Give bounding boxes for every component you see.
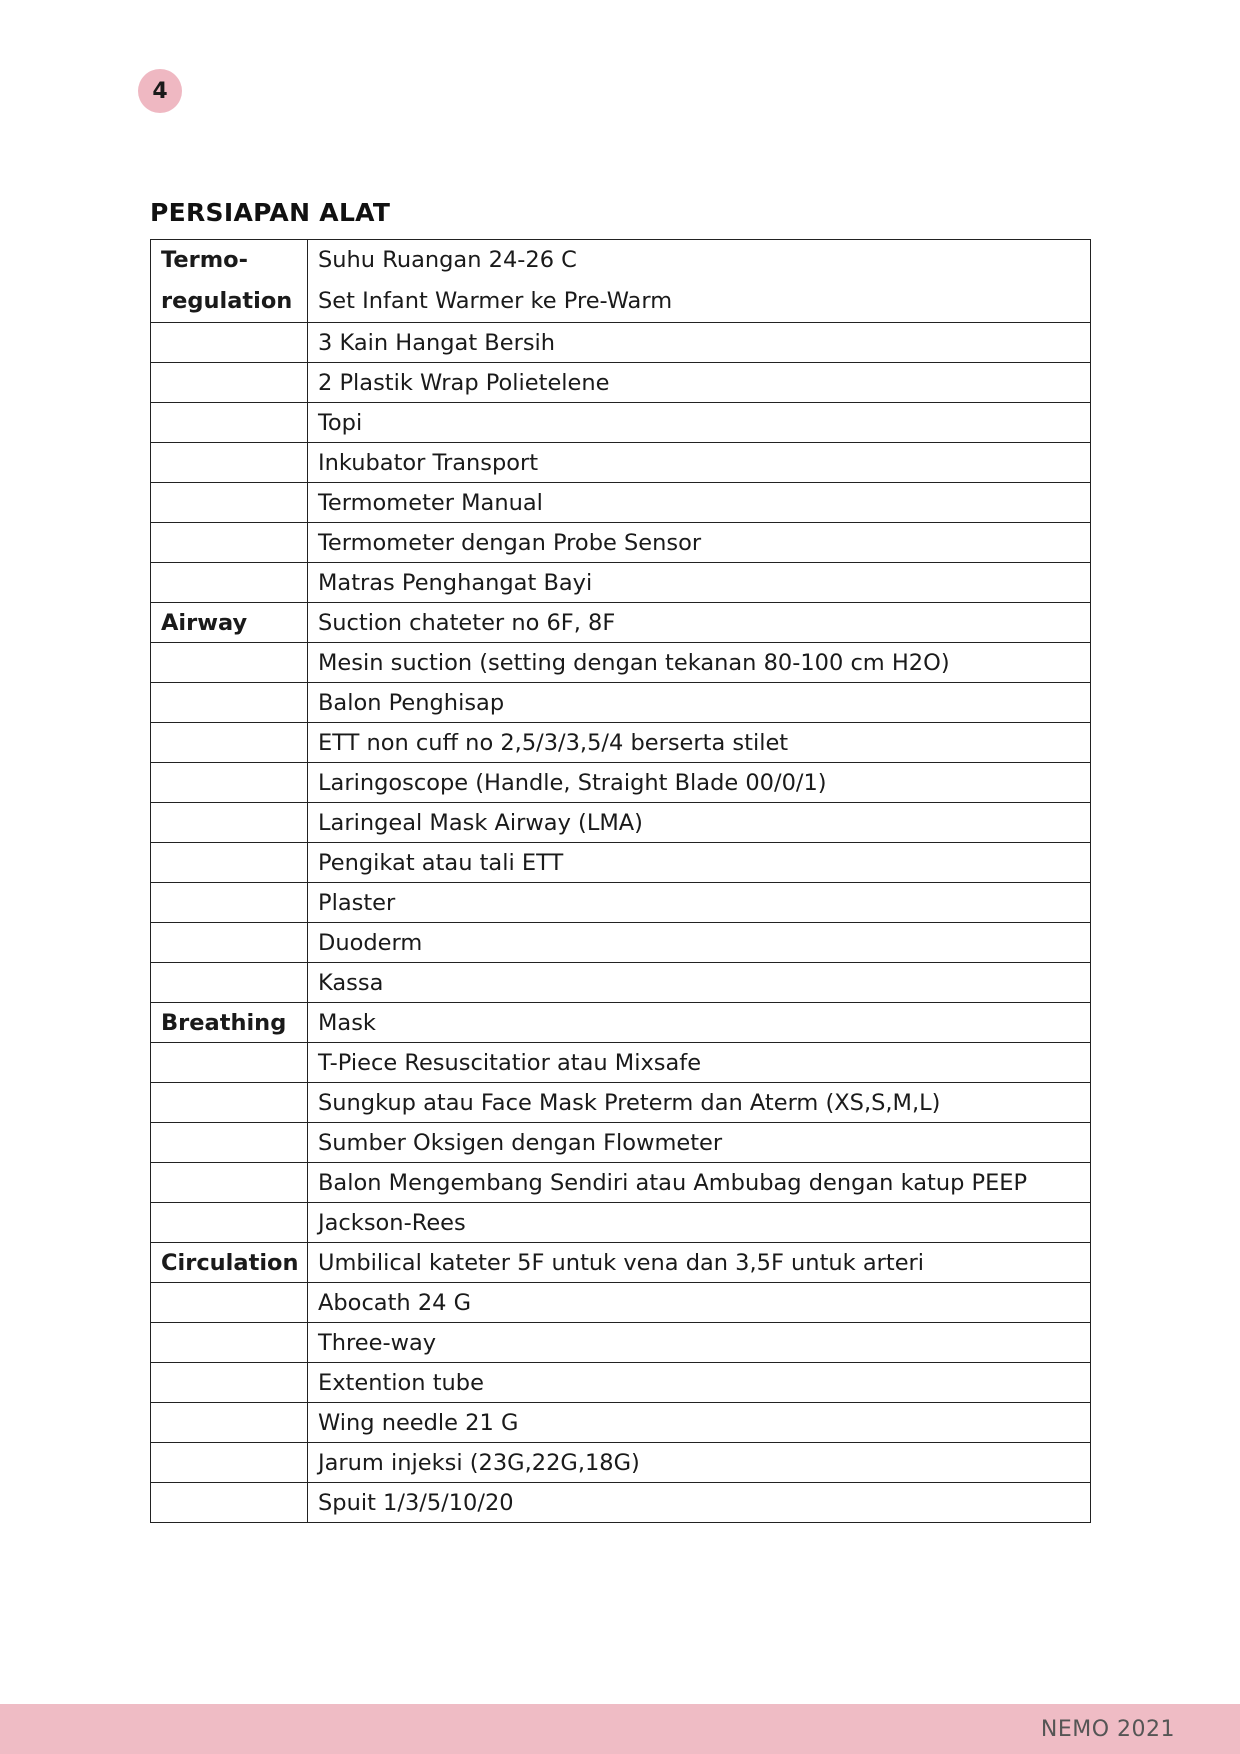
table-row — [151, 883, 1091, 923]
category-cell — [151, 723, 308, 763]
table-row — [151, 1083, 1091, 1123]
item-cell: Jarum injeksi (23G,22G,18G) — [308, 1443, 1091, 1483]
category-cell — [151, 1363, 308, 1403]
table-row — [151, 1323, 1091, 1363]
item-cell: Laringoscope (Handle, Straight Blade 00/0/1) — [308, 763, 1091, 803]
table-row — [151, 923, 1091, 963]
category-cell: Airway — [151, 603, 308, 643]
category-cell — [151, 323, 308, 363]
category-cell — [151, 523, 308, 563]
item-cell: 2 Plastik Wrap Polietelene — [308, 363, 1091, 403]
category-cell — [151, 643, 308, 683]
footer-bar — [0, 1704, 1240, 1754]
category-cell — [151, 1163, 308, 1203]
category-cell — [151, 1443, 308, 1483]
table-row — [151, 240, 1091, 323]
category-cell — [151, 683, 308, 723]
item-cell: 3 Kain Hangat Bersih — [308, 323, 1091, 363]
category-cell: Termo- regulation — [151, 240, 308, 323]
item-cell: Balon Mengembang Sendiri atau Ambubag dengan katup PEEP — [308, 1163, 1091, 1203]
item-cell: Mesin suction (setting dengan tekanan 80-100 cm H2O) — [308, 643, 1091, 683]
item-cell: Wing needle 21 G — [308, 1403, 1091, 1443]
category-cell — [151, 883, 308, 923]
category-cell — [151, 563, 308, 603]
item-cell: Three-way — [308, 1323, 1091, 1363]
table-row — [151, 1043, 1091, 1083]
item-cell: Jackson-Rees — [308, 1203, 1091, 1243]
page-number-badge — [138, 69, 182, 113]
item-cell: Suhu Ruangan 24-26 C Set Infant Warmer ke Pre-Warm — [308, 240, 1091, 323]
table-row — [151, 1163, 1091, 1203]
table-row — [151, 1003, 1091, 1043]
table-row — [151, 843, 1091, 883]
category-cell — [151, 1323, 308, 1363]
item-cell: Kassa — [308, 963, 1091, 1003]
category-cell — [151, 363, 308, 403]
item-cell: Duoderm — [308, 923, 1091, 963]
table-row — [151, 1123, 1091, 1163]
table-row — [151, 443, 1091, 483]
section-title: PERSIAPAN ALAT — [150, 198, 391, 227]
category-cell — [151, 1123, 308, 1163]
table-row — [151, 1483, 1091, 1523]
category-cell — [151, 803, 308, 843]
item-cell: Termometer Manual — [308, 483, 1091, 523]
table-row — [151, 1243, 1091, 1283]
table-row — [151, 763, 1091, 803]
item-cell: Mask — [308, 1003, 1091, 1043]
category-cell — [151, 1043, 308, 1083]
table-row — [151, 363, 1091, 403]
item-cell: T-Piece Resuscitatior atau Mixsafe — [308, 1043, 1091, 1083]
category-cell — [151, 763, 308, 803]
table-row — [151, 523, 1091, 563]
equipment-table — [150, 239, 1091, 1523]
item-cell: ETT non cuff no 2,5/3/3,5/4 berserta stilet — [308, 723, 1091, 763]
item-cell: Sungkup atau Face Mask Preterm dan Aterm (XS,S,M,L) — [308, 1083, 1091, 1123]
category-cell: Breathing — [151, 1003, 308, 1043]
table-row — [151, 563, 1091, 603]
table-row — [151, 1443, 1091, 1483]
item-cell: Sumber Oksigen dengan Flowmeter — [308, 1123, 1091, 1163]
table-row — [151, 1283, 1091, 1323]
item-cell: Topi — [308, 403, 1091, 443]
category-cell — [151, 1403, 308, 1443]
item-cell: Plaster — [308, 883, 1091, 923]
footer-text: NEMO 2021 — [1040, 1716, 1175, 1742]
category-cell — [151, 963, 308, 1003]
equipment-table-body — [151, 240, 1091, 1523]
category-cell — [151, 443, 308, 483]
item-cell: Pengikat atau tali ETT — [308, 843, 1091, 883]
category-cell — [151, 483, 308, 523]
item-cell: Matras Penghangat Bayi — [308, 563, 1091, 603]
item-cell: Termometer dengan Probe Sensor — [308, 523, 1091, 563]
table-row — [151, 1203, 1091, 1243]
table-row — [151, 643, 1091, 683]
item-cell: Extention tube — [308, 1363, 1091, 1403]
category-cell: Circulation — [151, 1243, 308, 1283]
table-row — [151, 603, 1091, 643]
page-number: 4 — [152, 78, 168, 104]
table-row — [151, 803, 1091, 843]
table-row — [151, 683, 1091, 723]
table-row — [151, 1363, 1091, 1403]
category-cell — [151, 1283, 308, 1323]
item-cell: Balon Penghisap — [308, 683, 1091, 723]
category-cell — [151, 1203, 308, 1243]
item-cell: Spuit 1/3/5/10/20 — [308, 1483, 1091, 1523]
table-row — [151, 323, 1091, 363]
category-cell — [151, 843, 308, 883]
item-cell: Suction chateter no 6F, 8F — [308, 603, 1091, 643]
category-cell — [151, 1083, 308, 1123]
item-cell: Umbilical kateter 5F untuk vena dan 3,5F untuk arteri — [308, 1243, 1091, 1283]
category-cell — [151, 1483, 308, 1523]
table-row — [151, 1403, 1091, 1443]
item-cell: Laringeal Mask Airway (LMA) — [308, 803, 1091, 843]
category-cell — [151, 923, 308, 963]
table-row — [151, 483, 1091, 523]
table-row — [151, 963, 1091, 1003]
table-row — [151, 403, 1091, 443]
item-cell: Inkubator Transport — [308, 443, 1091, 483]
table-row — [151, 723, 1091, 763]
item-cell: Abocath 24 G — [308, 1283, 1091, 1323]
category-cell — [151, 403, 308, 443]
